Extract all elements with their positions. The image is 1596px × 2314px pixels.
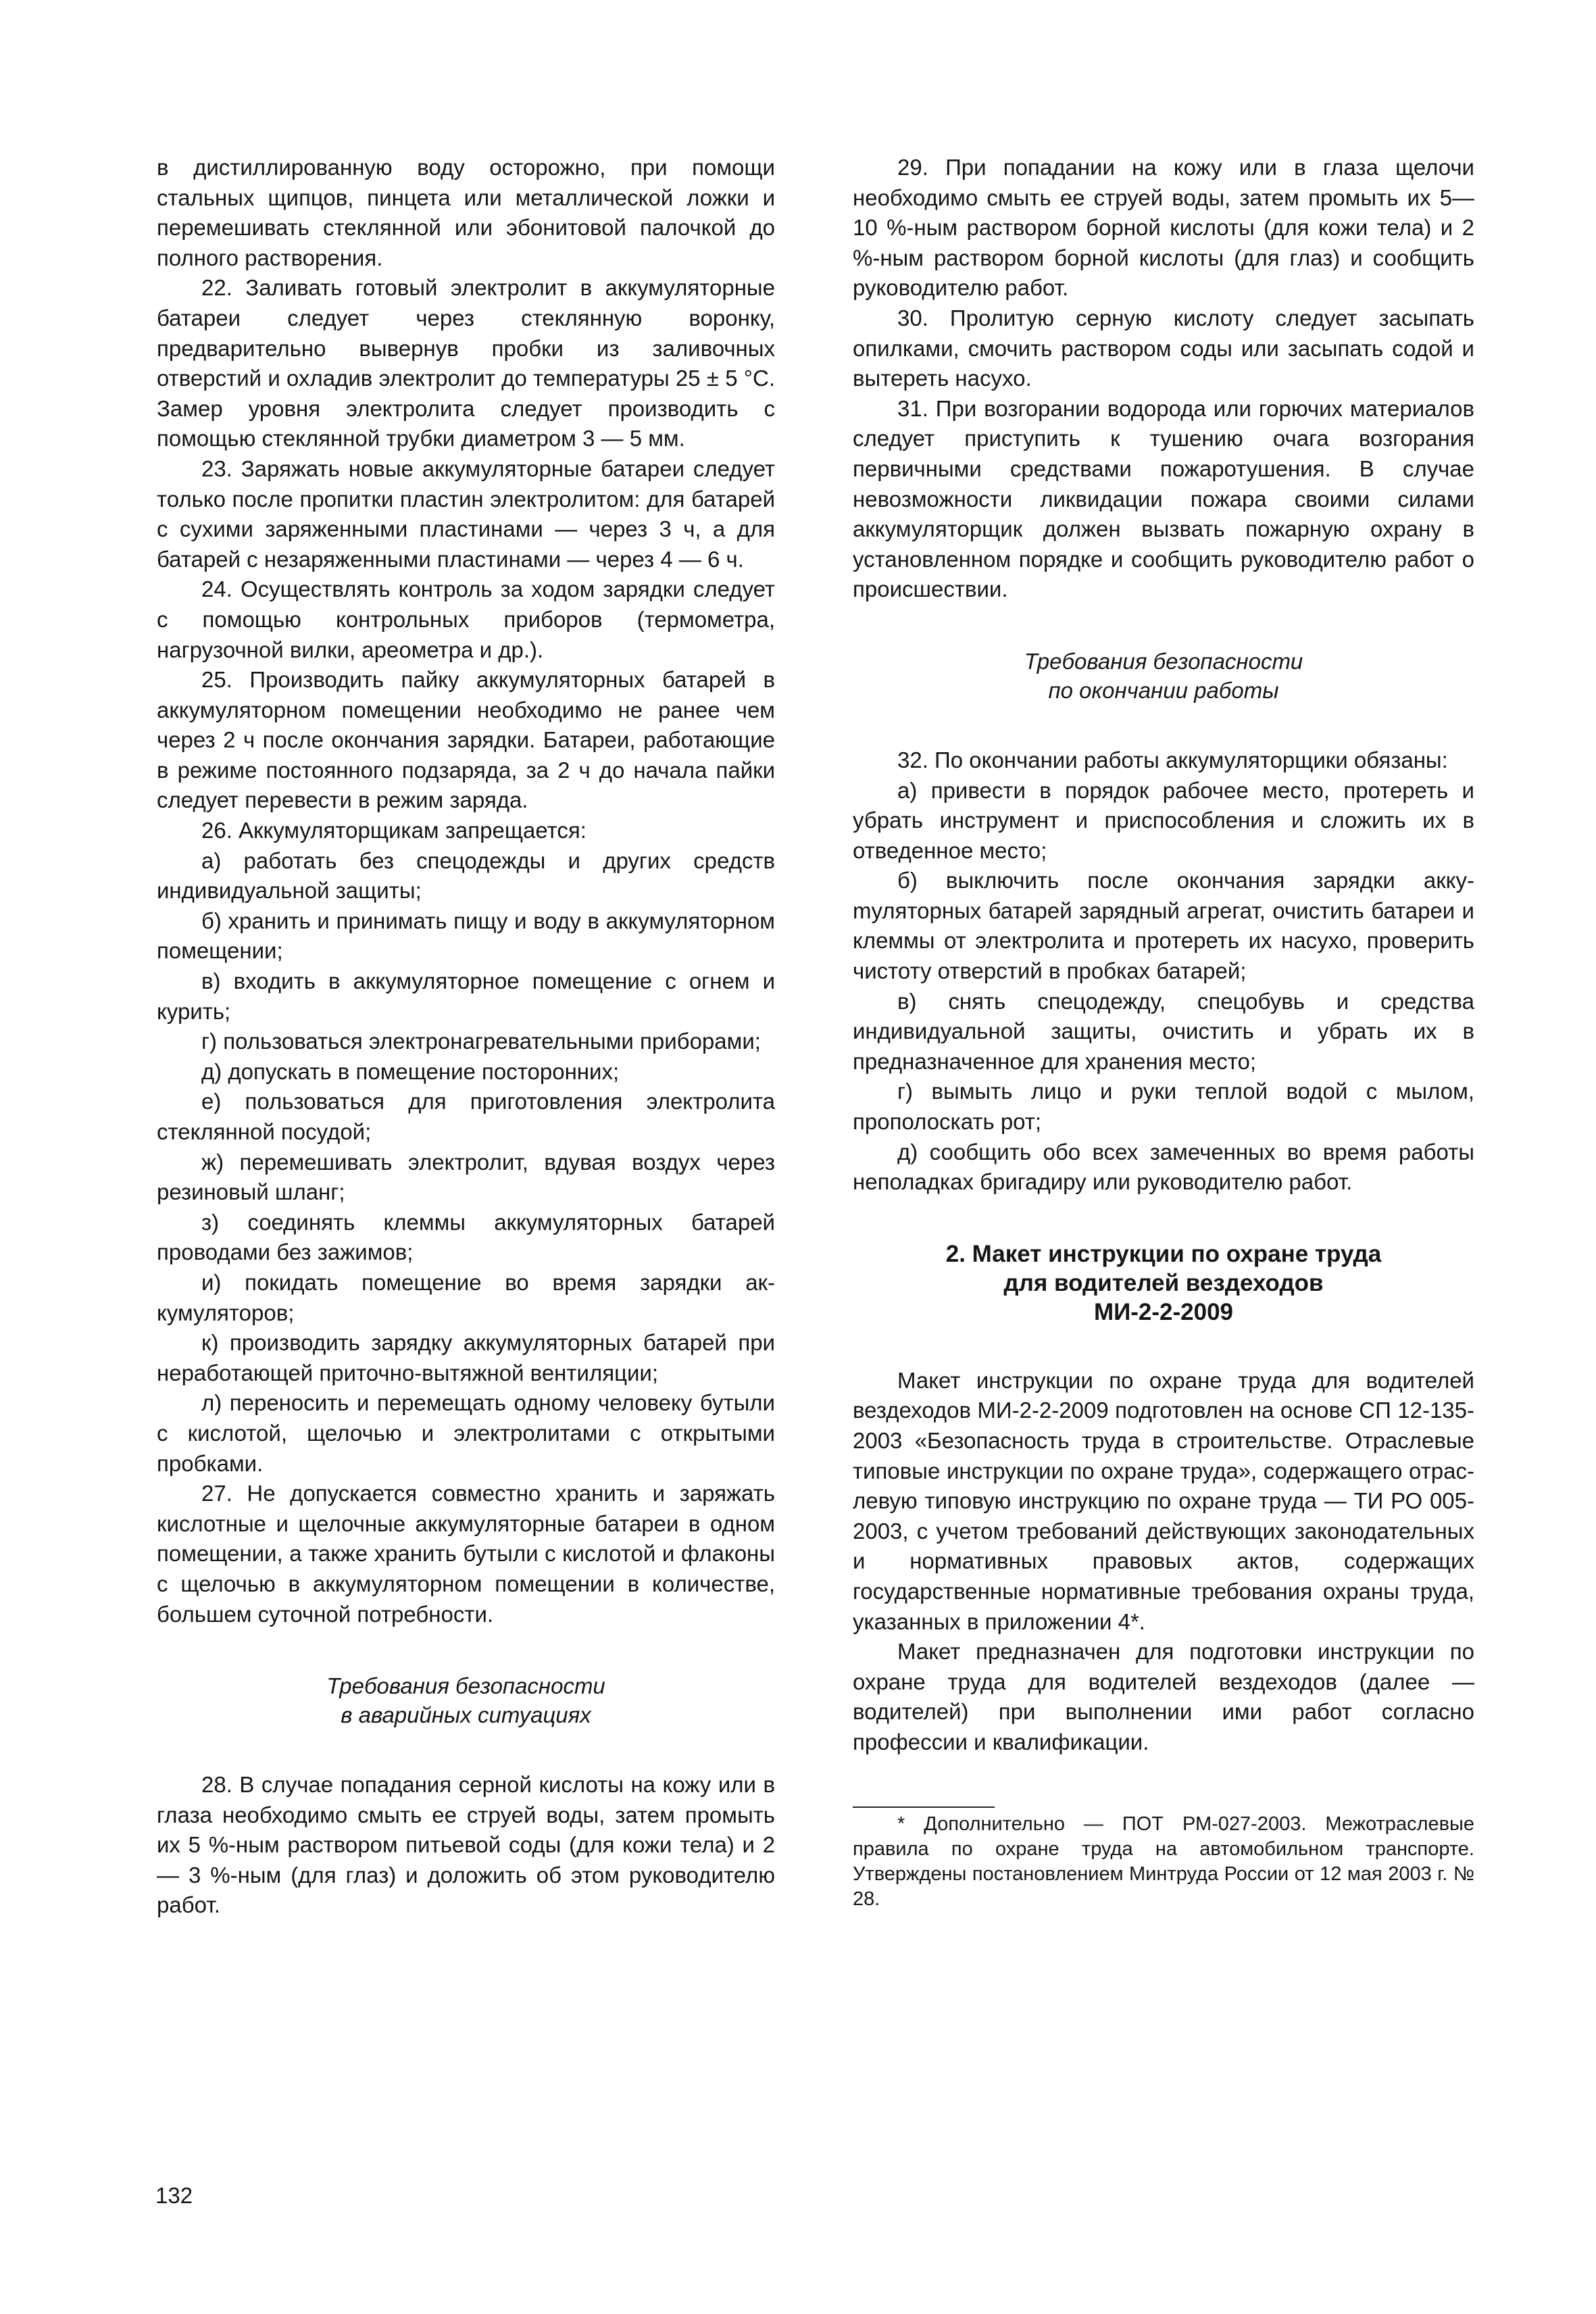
list-item: а) работать без спецодежды и других средств индивидуальной защиты; <box>157 847 775 904</box>
page-number: 132 <box>155 2183 193 2208</box>
paragraph: 24. Осуществлять контроль за ходом зарядки следует с помощью контрольных приборов (термометра, нагрузочной вилки, ареометра и др.). <box>157 576 775 662</box>
heading-line: 2. Макет инструкции по охране труда <box>945 1240 1382 1267</box>
right-column <box>853 153 1474 1912</box>
paragraph: 28. В случае попадания серной кислоты на кожу или в глаза необходимо смыть ее струей воды, затем промыть их 5 %-ным раствором питьевой соды (для кожи тела) и 2 — 3 %-ным (для глаз) и доложить об этом руководителю работ. <box>157 1772 775 1918</box>
list-item: б) хранить и принимать пищу и воду в аккумуляторном помещении; <box>157 908 775 964</box>
list-item: а) привести в порядок рабочее место, протереть и убрать инструмент и приспособления и сложить их в отведенное место; <box>853 777 1474 863</box>
paragraph: 22. Заливать готовый электролит в аккумуляторные батареи следует через стеклянную воронку, предварительно вывернув пробки из заливочных отверстий и охладив электролит до температуры 25 ± 5 °С. Замер уровня электролита следует производить с помощью стеклянной трубки диаметром 3 — 5 мм. <box>157 275 775 451</box>
list-item: л) переносить и перемещать одному человеку бутыли с кислотой, щелочью и электролитами с открытыми пробками. <box>157 1390 775 1476</box>
paragraph: 27. Не допускается совместно хранить и заряжать кислотные и щелочные аккумуляторные батареи в одном помещении, а также хранить бутыли с кислотой и флаконы с щелочью в аккумуляторном помещении в количестве, большем суточной потребности. <box>157 1481 775 1627</box>
list-item: д) допускать в помещение посторонних; <box>201 1058 620 1084</box>
paragraph: 23. Заряжать новые аккумуляторные батареи следует только после пропитки пластин электролитом: для батарей с сухими заряженными пластинами — через 3 ч, а для батарей с незаряженными пластинами — через 4 — 6 ч. <box>157 456 775 572</box>
subheading-line: Требования безопасности <box>1024 648 1303 674</box>
list-item: г) пользоваться электронагревательными приборами; <box>201 1029 761 1054</box>
list-item: г) вымыть лицо и руки теплой водой с мылом, прополоскать рот; <box>853 1079 1474 1135</box>
subheading-line: по окончании работы <box>1048 677 1279 703</box>
footnote-rule <box>853 1806 995 1808</box>
list-item: б) выключить после окончания зарядки аккуmуляторных батарей зарядный агрегат, очистить батареи и клеммы от электролита и протереть их насухо, проверить чистоту отверстий в пробках батарей; <box>853 868 1474 984</box>
paragraph: в дистиллированную воду осторожно, при помощи стальных щипцов, пинцета или металлической ложки и перемешивать стеклянной или эбонитовой палочкой до полного растворения. <box>157 155 775 270</box>
list-item: д) сообщить обо всех замеченных во время работы неполадках бригадиру или руководителю работ. <box>853 1139 1474 1195</box>
list-item: з) соединять клеммы аккумуляторных батарей проводами без зажимов; <box>157 1209 775 1265</box>
paragraph: 31. При возгорании водорода или горючих материалов следует приступить к тушению очага возгорания первичными средствами пожаротушения. В случае невозможности ликвидации пожара своими силами аккумуляторщик должен вызвать пожарную охрану в установленном порядке и сообщить руководителю работ о происшествии. <box>853 395 1474 602</box>
paragraph: 32. По окончании работы аккумуляторщики обязаны: <box>897 747 1448 772</box>
list-item: и) покидать помещение во время зарядки аккумуляторов; <box>157 1269 775 1325</box>
list-item: к) производить зарядку аккумуляторных батарей при неработающей приточно-вытяжной вентиляции; <box>157 1330 775 1385</box>
left-column <box>157 153 775 1921</box>
subheading-line: в аварийных ситуациях <box>341 1702 591 1728</box>
paragraph: 25. Производить пайку аккумуляторных батарей в аккумуляторном помещении необходимо не ранее чем через 2 ч после окончания зарядки. Батареи, работающие в режиме постоянного подзаряда, за 2 ч до начала пайки следует перевести в режим заряда. <box>157 667 775 813</box>
paragraph: Макет инструкции по охране труда для водителей вездеходов МИ-2-2-2009 подготовлен на основе СП 12-135-2003 «Безопасность труда в строительстве. Отраслевые типовые инструкции по охране труда», содержащего отраслевую типовую инструкцию по охране труда — ТИ РО 005-2003, с учетом требований действующих законодательных и нормативных правовых актов, содержащих государственные нормативные требования охраны труда, указанных в приложении 4*. <box>853 1367 1474 1634</box>
list-item: ж) перемешивать электролит, вдувая воздух через резиновый шланг; <box>157 1149 775 1205</box>
footnote: * Дополнительно — ПОТ РМ-027-2003. Межотраслевые правила по охране труда на автомобильном транспорте. Утверждены постановлением Минтруда России от 12 мая 2003 г. № 28. <box>853 1813 1474 1910</box>
list-item: в) снять спецодежду, спецобувь и средства индивидуальной защиты, очистить и убрать их в предназначенное для хранения место; <box>853 988 1474 1074</box>
section-subheading <box>157 1671 775 1729</box>
subheading-line: Требования безопасности <box>326 1673 605 1699</box>
paragraph: 30. Пролитую серную кислоту следует засыпать опилками, смочить раствором соды или засыпать содой и вытереть насухо. <box>853 305 1474 391</box>
heading-line: для водителей вездеходов <box>1003 1269 1324 1296</box>
list-item: в) входить в аккумуляторное помещение с огнем и курить; <box>157 968 775 1024</box>
heading-line: МИ-2-2-2009 <box>1093 1298 1234 1325</box>
section-heading <box>853 1239 1474 1327</box>
list-item: е) пользоваться для приготовления электролита стеклянной посудой; <box>157 1089 775 1144</box>
section-subheading <box>853 647 1474 705</box>
paragraph: Макет предназначен для подготовки инструкции по охране труда для водителей вездеходов (далее — водителей) при выполнении ими работ согласно профессии и квалификации. <box>853 1639 1474 1754</box>
paragraph: 26. Аккумуляторщикам запрещается: <box>201 818 587 843</box>
paragraph: 29. При попадании на кожу или в глаза щелочи необходимо смыть ее струей воды, затем промыть их 5—10 %-ным раствором борной кислоты (для кожи тела) и 2 %-ным раствором борной кислоты (для глаз) и сообщить руководителю работ. <box>853 155 1474 301</box>
